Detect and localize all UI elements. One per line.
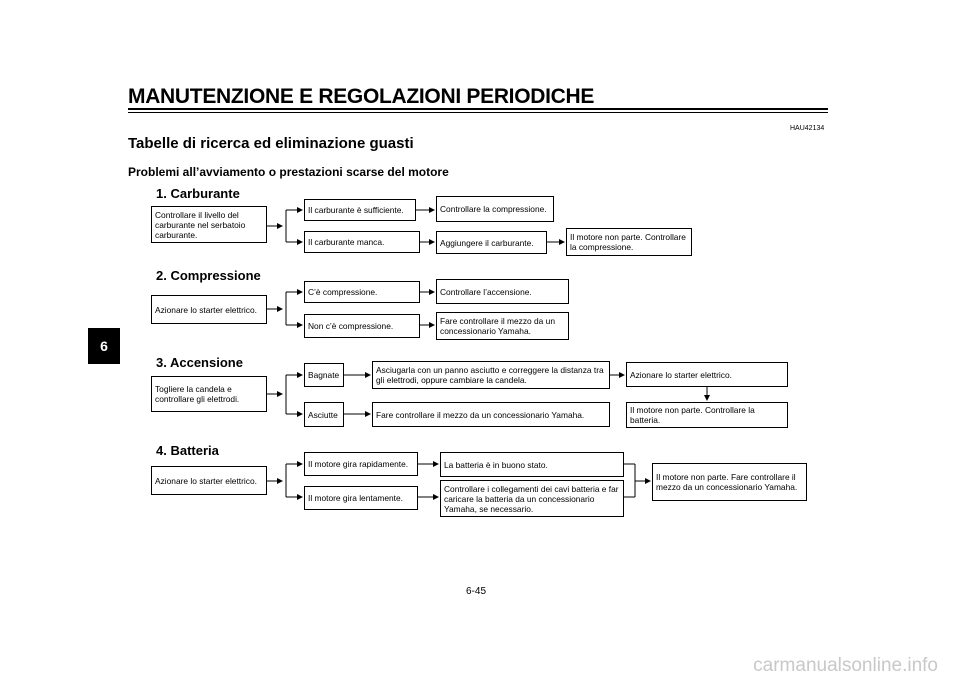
batteria-start-box: Azionare lo starter elettrico.: [151, 466, 267, 495]
accensione-a3-box: Azionare lo starter elettrico.: [626, 362, 788, 387]
accensione-a4-box: Il motore non parte. Controllare la batteria.: [626, 402, 788, 428]
carburante-a1-box: Il carburante è sufficiente.: [304, 199, 416, 221]
page-subtitle: Problemi all’avviamento o prestazioni scarse del motore: [128, 165, 449, 179]
carburante-b2-box: Aggiungere il carburante.: [436, 231, 547, 254]
watermark: carmanualsonline.info: [753, 655, 938, 676]
page-title: Tabelle di ricerca ed eliminazione guasti: [128, 135, 414, 152]
carburante-a2-box: Controllare la compressione.: [436, 196, 554, 222]
batteria-end-box: Il motore non parte. Fare controllare il mezzo da un concessionario Yamaha.: [652, 463, 807, 501]
batteria-a2-box: La batteria è in buono stato.: [440, 452, 624, 477]
compressione-start-box: Azionare lo starter elettrico.: [151, 295, 267, 324]
compressione-b1-box: Non c’è compressione.: [304, 314, 420, 338]
carburante-start-box: Controllare il livello del carburante nel serbatoio carburante.: [151, 206, 267, 243]
section-code: HAU42134: [790, 125, 825, 132]
chapter-header: MANUTENZIONE E REGOLAZIONI PERIODICHE: [128, 85, 595, 108]
batteria-b2-box: Controllare i collegamenti dei cavi batteria e far caricare la batteria da un concessionario Yamaha, se necessario.: [440, 480, 624, 517]
page-number: 6-45: [466, 586, 487, 597]
section-heading-batteria: 4. Batteria: [156, 443, 219, 458]
carburante-b1-box: Il carburante manca.: [304, 231, 420, 253]
accensione-a2-box: Asciugarla con un panno asciutto e correggere la distanza tra gli elettrodi, oppure cambiare la candela.: [372, 361, 610, 389]
accensione-b2-box: Fare controllare il mezzo da un concessionario Yamaha.: [372, 402, 610, 427]
compressione-b2-box: Fare controllare il mezzo da un concessionario Yamaha.: [436, 312, 569, 340]
carburante-b3-box: Il motore non parte. Controllare la compressione.: [566, 228, 692, 256]
section-heading-accensione: 3. Accensione: [156, 355, 243, 370]
accensione-a1-box: Bagnate: [304, 363, 344, 387]
batteria-a1-box: Il motore gira rapidamente.: [304, 452, 418, 476]
batteria-b1-box: Il motore gira lentamente.: [304, 486, 418, 510]
compressione-a2-box: Controllare l’accensione.: [436, 279, 569, 304]
section-heading-carburante: 1. Carburante: [156, 186, 240, 201]
chapter-tab: 6: [88, 328, 120, 364]
compressione-a1-box: C’è compressione.: [304, 281, 420, 303]
section-heading-compressione: 2. Compressione: [156, 268, 261, 283]
accensione-start-box: Togliere la candela e controllare gli elettrodi.: [151, 376, 267, 412]
accensione-b1-box: Asciutte: [304, 402, 344, 427]
